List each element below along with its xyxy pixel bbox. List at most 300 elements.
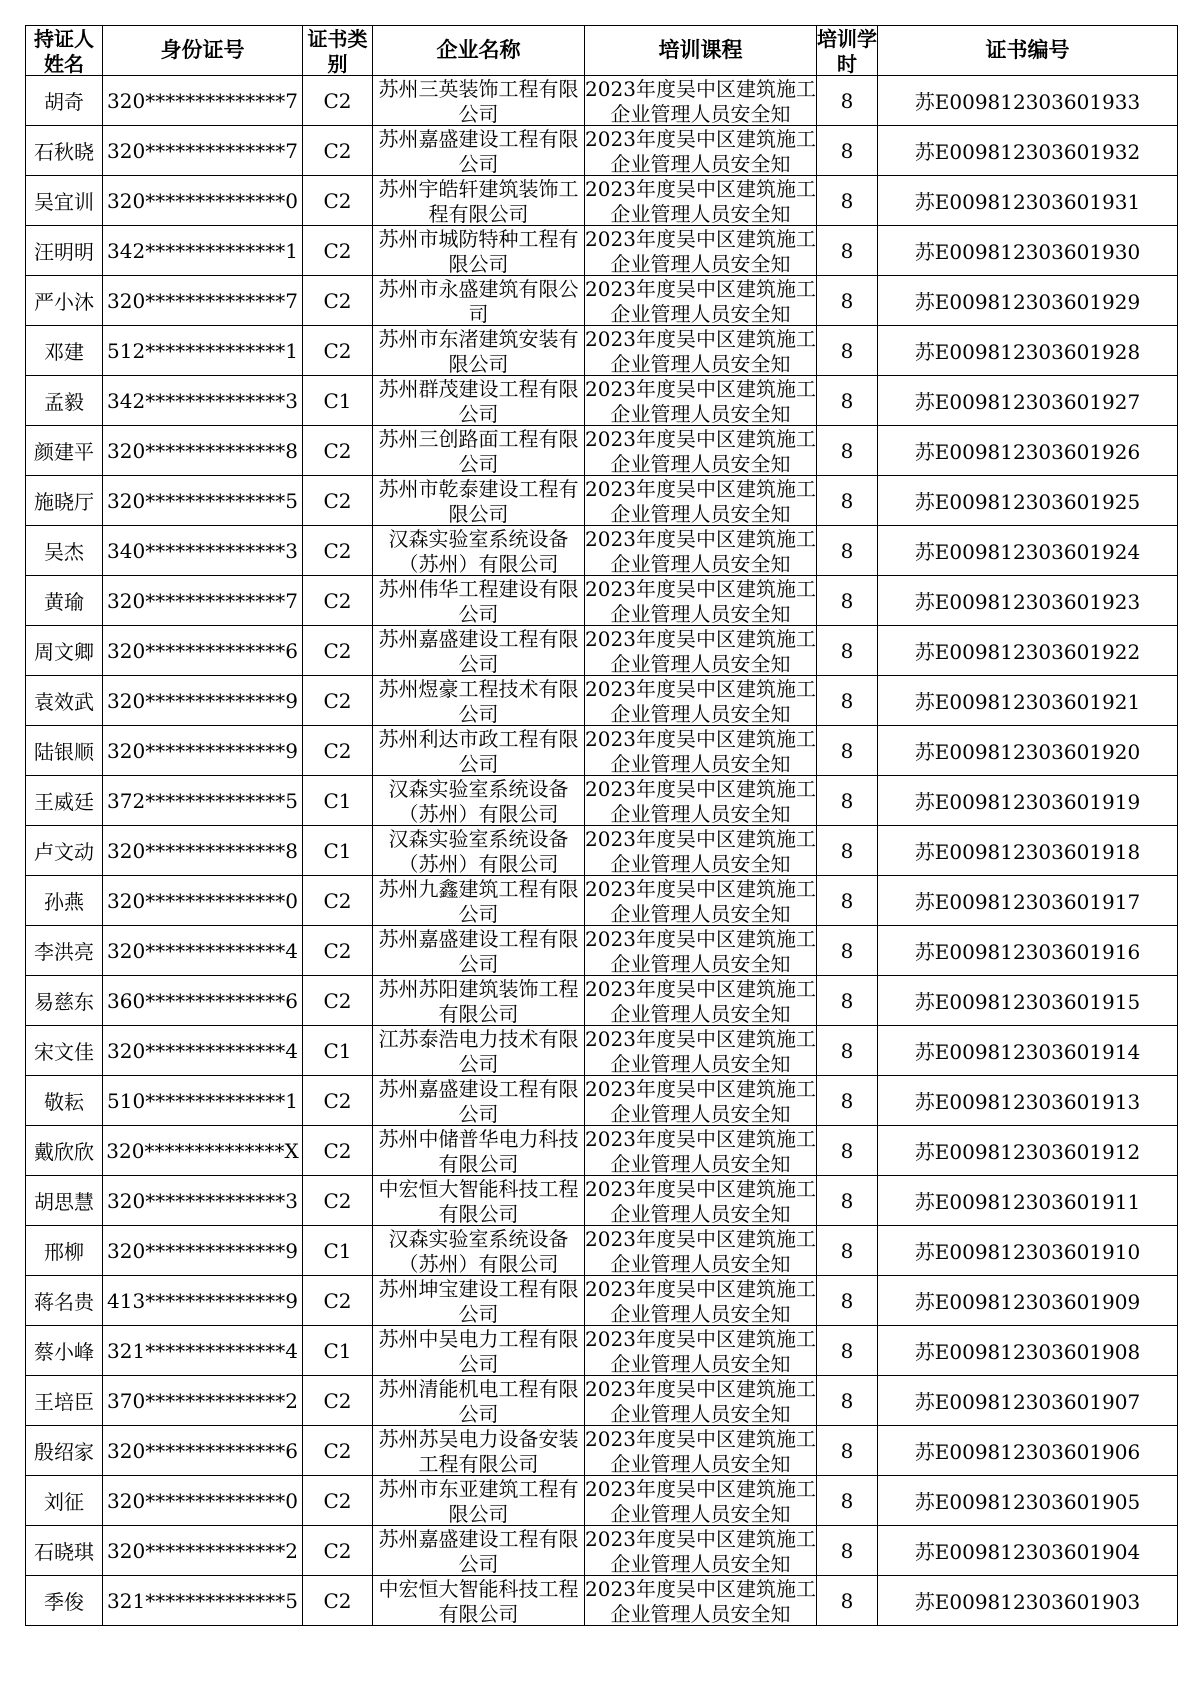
- cert-number: 苏E009812303601919: [878, 776, 1178, 826]
- company-name-text: 苏州群茂建设工程有限公司: [378, 377, 579, 424]
- company-name-text: 中宏恒大智能科技工程有限公司: [378, 1177, 579, 1224]
- table-row: [26, 1126, 1178, 1176]
- company-name-text: 汉森实验室系统设备（苏州）有限公司: [388, 527, 569, 574]
- holder-name: 吴宜训: [26, 176, 103, 226]
- id-number: 320**************X: [103, 1126, 303, 1176]
- cert-number: 苏E009812303601909: [878, 1276, 1178, 1326]
- course-name-text: 2023年度吴中区建筑施工企业管理人员安全知: [585, 927, 816, 974]
- id-number: 370**************2: [103, 1376, 303, 1426]
- course-name: [585, 876, 817, 926]
- company-name: [373, 1276, 585, 1326]
- company-name-text: 苏州苏阳建筑装饰工程有限公司: [378, 977, 579, 1024]
- company-name: [373, 976, 585, 1026]
- course-name: [585, 1426, 817, 1476]
- training-hours: 8: [817, 776, 878, 826]
- holder-name: 汪明明: [26, 226, 103, 276]
- holder-name: 胡思慧: [26, 1176, 103, 1226]
- training-hours: 8: [817, 476, 878, 526]
- training-hours: 8: [817, 76, 878, 126]
- table-row: [26, 776, 1178, 826]
- header-course: 培训课程: [585, 26, 817, 76]
- holder-name: 李洪亮: [26, 926, 103, 976]
- cert-number: 苏E009812303601914: [878, 1026, 1178, 1076]
- course-name: [585, 1576, 817, 1626]
- company-name: [373, 1326, 585, 1376]
- course-name-text: 2023年度吴中区建筑施工企业管理人员安全知: [585, 827, 816, 874]
- cert-number: 苏E009812303601933: [878, 76, 1178, 126]
- company-name-text: 苏州坤宝建设工程有限公司: [378, 1277, 579, 1324]
- course-name: [585, 726, 817, 776]
- training-hours: 8: [817, 1276, 878, 1326]
- cert-type: C2: [303, 1426, 373, 1476]
- company-name: [373, 126, 585, 176]
- cert-number: 苏E009812303601916: [878, 926, 1178, 976]
- holder-name: 邢柳: [26, 1226, 103, 1276]
- course-name-text: 2023年度吴中区建筑施工企业管理人员安全知: [585, 777, 816, 824]
- company-name-text: 苏州三创路面工程有限公司: [378, 427, 579, 474]
- cert-type: C2: [303, 1576, 373, 1626]
- company-name: [373, 1126, 585, 1176]
- table-row: [26, 1226, 1178, 1276]
- cert-number: 苏E009812303601912: [878, 1126, 1178, 1176]
- company-name: [373, 226, 585, 276]
- cert-type: C1: [303, 1226, 373, 1276]
- company-name: [373, 1476, 585, 1526]
- table-row: [26, 326, 1178, 376]
- training-hours: 8: [817, 276, 878, 326]
- course-name: [585, 1376, 817, 1426]
- company-name-text: 苏州市东渚建筑安装有限公司: [378, 327, 579, 374]
- table-row: [26, 876, 1178, 926]
- holder-name: 施晓厅: [26, 476, 103, 526]
- company-name-text: 江苏泰浩电力技术有限公司: [378, 1027, 579, 1074]
- cert-type: C2: [303, 926, 373, 976]
- cert-type: C2: [303, 576, 373, 626]
- course-name-text: 2023年度吴中区建筑施工企业管理人员安全知: [585, 1477, 816, 1524]
- header-company: 企业名称: [373, 26, 585, 76]
- id-number: 320**************7: [103, 76, 303, 126]
- company-name: [373, 1176, 585, 1226]
- table-row: [26, 1276, 1178, 1326]
- company-name-text: 苏州苏吴电力设备安装工程有限公司: [378, 1427, 579, 1474]
- course-name: [585, 626, 817, 676]
- certificate-table: [25, 25, 1178, 1626]
- training-hours: 8: [817, 1126, 878, 1176]
- holder-name: 宋文佳: [26, 1026, 103, 1076]
- table-row: [26, 1176, 1178, 1226]
- course-name: [585, 576, 817, 626]
- id-number: 340**************3: [103, 526, 303, 576]
- table-row: [26, 76, 1178, 126]
- id-number: 342**************1: [103, 226, 303, 276]
- holder-name: 陆银顺: [26, 726, 103, 776]
- cert-number: 苏E009812303601925: [878, 476, 1178, 526]
- cert-number: 苏E009812303601908: [878, 1326, 1178, 1376]
- training-hours: 8: [817, 1526, 878, 1576]
- id-number: 320**************6: [103, 1426, 303, 1476]
- table-row: [26, 1376, 1178, 1426]
- course-name-text: 2023年度吴中区建筑施工企业管理人员安全知: [585, 577, 816, 624]
- cert-number: 苏E009812303601918: [878, 826, 1178, 876]
- cert-number: 苏E009812303601930: [878, 226, 1178, 276]
- holder-name: 戴欣欣: [26, 1126, 103, 1176]
- id-number: 320**************5: [103, 476, 303, 526]
- company-name-text: 苏州煜豪工程技术有限公司: [378, 677, 579, 724]
- id-number: 320**************9: [103, 726, 303, 776]
- company-name: [373, 776, 585, 826]
- company-name: [373, 376, 585, 426]
- cert-number: 苏E009812303601917: [878, 876, 1178, 926]
- course-name: [585, 776, 817, 826]
- course-name: [585, 426, 817, 476]
- cert-type: C2: [303, 1276, 373, 1326]
- company-name: [373, 576, 585, 626]
- course-name-text: 2023年度吴中区建筑施工企业管理人员安全知: [585, 1177, 816, 1224]
- cert-number: 苏E009812303601928: [878, 326, 1178, 376]
- table-row: [26, 276, 1178, 326]
- cert-type: C2: [303, 676, 373, 726]
- holder-name: 胡奇: [26, 76, 103, 126]
- course-name-text: 2023年度吴中区建筑施工企业管理人员安全知: [585, 477, 816, 524]
- course-name: [585, 1176, 817, 1226]
- course-name-text: 2023年度吴中区建筑施工企业管理人员安全知: [585, 177, 816, 224]
- table-row: [26, 1476, 1178, 1526]
- id-number: 321**************5: [103, 1576, 303, 1626]
- holder-name: 颜建平: [26, 426, 103, 476]
- course-name-text: 2023年度吴中区建筑施工企业管理人员安全知: [585, 677, 816, 724]
- course-name-text: 2023年度吴中区建筑施工企业管理人员安全知: [585, 427, 816, 474]
- holder-name: 吴杰: [26, 526, 103, 576]
- course-name: [585, 526, 817, 576]
- cert-number: 苏E009812303601923: [878, 576, 1178, 626]
- course-name: [585, 826, 817, 876]
- company-name: [373, 626, 585, 676]
- table-row: [26, 626, 1178, 676]
- company-name-text: 苏州利达市政工程有限公司: [378, 727, 579, 774]
- training-hours: 8: [817, 1026, 878, 1076]
- table-row: [26, 976, 1178, 1026]
- cert-number: 苏E009812303601906: [878, 1426, 1178, 1476]
- holder-name: 卢文动: [26, 826, 103, 876]
- course-name-text: 2023年度吴中区建筑施工企业管理人员安全知: [585, 877, 816, 924]
- company-name-text: 汉森实验室系统设备（苏州）有限公司: [388, 827, 569, 874]
- cert-number: 苏E009812303601926: [878, 426, 1178, 476]
- id-number: 320**************7: [103, 276, 303, 326]
- course-name: [585, 1226, 817, 1276]
- training-hours: 8: [817, 1226, 878, 1276]
- id-number: 320**************0: [103, 1476, 303, 1526]
- company-name-text: 苏州嘉盛建设工程有限公司: [378, 627, 579, 674]
- table-row: [26, 726, 1178, 776]
- header-row: [26, 26, 1178, 76]
- course-name-text: 2023年度吴中区建筑施工企业管理人员安全知: [585, 1577, 816, 1624]
- cert-number: 苏E009812303601904: [878, 1526, 1178, 1576]
- holder-name: 黄瑜: [26, 576, 103, 626]
- header-hours: 培训学时: [817, 27, 877, 74]
- cert-number: 苏E009812303601922: [878, 626, 1178, 676]
- holder-name: 季俊: [26, 1576, 103, 1626]
- table-row: [26, 826, 1178, 876]
- holder-name: 易慈东: [26, 976, 103, 1026]
- table-row: [26, 1326, 1178, 1376]
- table-row: [26, 176, 1178, 226]
- cert-type: C2: [303, 176, 373, 226]
- cert-type: C2: [303, 626, 373, 676]
- company-name-text: 苏州中吴电力工程有限公司: [378, 1327, 579, 1374]
- course-name-text: 2023年度吴中区建筑施工企业管理人员安全知: [585, 1227, 816, 1274]
- cert-number: 苏E009812303601907: [878, 1376, 1178, 1426]
- company-name-text: 苏州九鑫建筑工程有限公司: [378, 877, 579, 924]
- id-number: 413**************9: [103, 1276, 303, 1326]
- course-name: [585, 1126, 817, 1176]
- company-name-text: 苏州清能机电工程有限公司: [378, 1377, 579, 1424]
- cert-number: 苏E009812303601903: [878, 1576, 1178, 1626]
- training-hours: 8: [817, 1476, 878, 1526]
- training-hours: 8: [817, 1426, 878, 1476]
- course-name: [585, 1276, 817, 1326]
- course-name-text: 2023年度吴中区建筑施工企业管理人员安全知: [585, 77, 816, 124]
- header-cert-number: 证书编号: [878, 26, 1178, 76]
- company-name-text: 中宏恒大智能科技工程有限公司: [378, 1577, 579, 1624]
- cert-number: 苏E009812303601905: [878, 1476, 1178, 1526]
- holder-name: 孟毅: [26, 376, 103, 426]
- course-name: [585, 276, 817, 326]
- id-number: 360**************6: [103, 976, 303, 1026]
- training-hours: 8: [817, 976, 878, 1026]
- company-name: [373, 926, 585, 976]
- training-hours: 8: [817, 876, 878, 926]
- company-name-text: 汉森实验室系统设备（苏州）有限公司: [388, 777, 569, 824]
- company-name: [373, 426, 585, 476]
- table-row: [26, 426, 1178, 476]
- training-hours: 8: [817, 1576, 878, 1626]
- course-name: [585, 676, 817, 726]
- company-name-text: 苏州市东亚建筑工程有限公司: [378, 1477, 579, 1524]
- id-number: 320**************7: [103, 126, 303, 176]
- company-name-text: 苏州嘉盛建设工程有限公司: [378, 127, 579, 174]
- course-name: [585, 976, 817, 1026]
- table-row: [26, 926, 1178, 976]
- id-number: 320**************4: [103, 1026, 303, 1076]
- course-name: [585, 176, 817, 226]
- training-hours: 8: [817, 226, 878, 276]
- company-name: [373, 326, 585, 376]
- company-name: [373, 1576, 585, 1626]
- company-name: [373, 76, 585, 126]
- cert-number: 苏E009812303601929: [878, 276, 1178, 326]
- id-number: 321**************4: [103, 1326, 303, 1376]
- cert-number: 苏E009812303601910: [878, 1226, 1178, 1276]
- company-name: [373, 1526, 585, 1576]
- table-row: [26, 476, 1178, 526]
- training-hours: 8: [817, 126, 878, 176]
- holder-name: 王培臣: [26, 1376, 103, 1426]
- cert-type: C2: [303, 126, 373, 176]
- cert-type: C2: [303, 426, 373, 476]
- company-name-text: 苏州市城防特种工程有限公司: [378, 227, 579, 274]
- id-number: 510**************1: [103, 1076, 303, 1126]
- cert-type: C2: [303, 1126, 373, 1176]
- id-number: 320**************8: [103, 426, 303, 476]
- table-row: [26, 676, 1178, 726]
- training-hours: 8: [817, 176, 878, 226]
- course-name-text: 2023年度吴中区建筑施工企业管理人员安全知: [585, 527, 816, 574]
- cert-type: C1: [303, 1326, 373, 1376]
- id-number: 372**************5: [103, 776, 303, 826]
- course-name-text: 2023年度吴中区建筑施工企业管理人员安全知: [585, 1077, 816, 1124]
- company-name: [373, 1426, 585, 1476]
- cert-type: C2: [303, 326, 373, 376]
- cert-type: C2: [303, 876, 373, 926]
- cert-type: C1: [303, 776, 373, 826]
- company-name: [373, 1026, 585, 1076]
- company-name: [373, 526, 585, 576]
- training-hours: 8: [817, 926, 878, 976]
- cert-type: C2: [303, 276, 373, 326]
- course-name-text: 2023年度吴中区建筑施工企业管理人员安全知: [585, 1127, 816, 1174]
- company-name-text: 苏州嘉盛建设工程有限公司: [378, 927, 579, 974]
- id-number: 320**************7: [103, 576, 303, 626]
- training-hours: 8: [817, 376, 878, 426]
- company-name: [373, 1376, 585, 1426]
- holder-name: 石秋晓: [26, 126, 103, 176]
- company-name-text: 苏州三英装饰工程有限公司: [378, 77, 579, 124]
- training-hours: 8: [817, 1076, 878, 1126]
- course-name-text: 2023年度吴中区建筑施工企业管理人员安全知: [585, 727, 816, 774]
- cert-number: 苏E009812303601932: [878, 126, 1178, 176]
- id-number: 342**************3: [103, 376, 303, 426]
- cert-type: C2: [303, 1376, 373, 1426]
- cert-type: C2: [303, 476, 373, 526]
- cert-type: C2: [303, 226, 373, 276]
- table-row: [26, 126, 1178, 176]
- training-hours: 8: [817, 576, 878, 626]
- company-name: [373, 876, 585, 926]
- cert-number: 苏E009812303601924: [878, 526, 1178, 576]
- table-row: [26, 226, 1178, 276]
- id-number: 320**************9: [103, 1226, 303, 1276]
- course-name: [585, 1076, 817, 1126]
- holder-name: 邓建: [26, 326, 103, 376]
- holder-name: 蔡小峰: [26, 1326, 103, 1376]
- training-hours: 8: [817, 676, 878, 726]
- course-name: [585, 376, 817, 426]
- company-name-text: 苏州嘉盛建设工程有限公司: [378, 1077, 579, 1124]
- cert-type: C1: [303, 826, 373, 876]
- cert-type: C2: [303, 1476, 373, 1526]
- company-name: [373, 476, 585, 526]
- course-name: [585, 76, 817, 126]
- course-name: [585, 126, 817, 176]
- company-name: [373, 1226, 585, 1276]
- cert-number: 苏E009812303601921: [878, 676, 1178, 726]
- company-name: [373, 676, 585, 726]
- id-number: 320**************8: [103, 826, 303, 876]
- table-row: [26, 1026, 1178, 1076]
- id-number: 320**************0: [103, 176, 303, 226]
- id-number: 320**************3: [103, 1176, 303, 1226]
- company-name: [373, 176, 585, 226]
- cert-number: 苏E009812303601911: [878, 1176, 1178, 1226]
- id-number: 320**************6: [103, 626, 303, 676]
- company-name-text: 汉森实验室系统设备（苏州）有限公司: [388, 1227, 569, 1274]
- cert-number: 苏E009812303601920: [878, 726, 1178, 776]
- training-hours: 8: [817, 1326, 878, 1376]
- table-row: [26, 1076, 1178, 1126]
- company-name-text: 苏州宇皓轩建筑装饰工程有限公司: [378, 177, 579, 224]
- cert-number: 苏E009812303601913: [878, 1076, 1178, 1126]
- header-id-number: 身份证号: [103, 26, 303, 76]
- id-number: 320**************0: [103, 876, 303, 926]
- course-name: [585, 1326, 817, 1376]
- course-name-text: 2023年度吴中区建筑施工企业管理人员安全知: [585, 627, 816, 674]
- table-row: [26, 576, 1178, 626]
- cert-type: C2: [303, 1076, 373, 1126]
- company-name: [373, 276, 585, 326]
- holder-name: 敬耘: [26, 1076, 103, 1126]
- course-name-text: 2023年度吴中区建筑施工企业管理人员安全知: [585, 327, 816, 374]
- training-hours: 8: [817, 726, 878, 776]
- header-holder: 持证人姓名: [26, 26, 103, 76]
- course-name: [585, 926, 817, 976]
- training-hours: 8: [817, 526, 878, 576]
- cert-type: C1: [303, 1026, 373, 1076]
- holder-name: 孙燕: [26, 876, 103, 926]
- course-name-text: 2023年度吴中区建筑施工企业管理人员安全知: [585, 1277, 816, 1324]
- id-number: 512**************1: [103, 326, 303, 376]
- table-row: [26, 1576, 1178, 1626]
- company-name-text: 苏州伟华工程建设有限公司: [378, 577, 579, 624]
- course-name-text: 2023年度吴中区建筑施工企业管理人员安全知: [585, 1027, 816, 1074]
- holder-name: 石晓琪: [26, 1526, 103, 1576]
- holder-name: 袁效武: [26, 676, 103, 726]
- training-hours: 8: [817, 326, 878, 376]
- holder-name: 刘征: [26, 1476, 103, 1526]
- company-name-text: 苏州市乾泰建设工程有限公司: [378, 477, 579, 524]
- company-name: [373, 1076, 585, 1126]
- company-name: [373, 826, 585, 876]
- cert-type: C1: [303, 376, 373, 426]
- training-hours: 8: [817, 1376, 878, 1426]
- cert-type: C2: [303, 1526, 373, 1576]
- course-name-text: 2023年度吴中区建筑施工企业管理人员安全知: [585, 977, 816, 1024]
- holder-name: 殷绍家: [26, 1426, 103, 1476]
- table-row: [26, 376, 1178, 426]
- cert-number: 苏E009812303601927: [878, 376, 1178, 426]
- cert-number: 苏E009812303601915: [878, 976, 1178, 1026]
- id-number: 320**************9: [103, 676, 303, 726]
- course-name: [585, 226, 817, 276]
- training-hours: 8: [817, 626, 878, 676]
- course-name-text: 2023年度吴中区建筑施工企业管理人员安全知: [585, 377, 816, 424]
- table-row: [26, 1426, 1178, 1476]
- course-name-text: 2023年度吴中区建筑施工企业管理人员安全知: [585, 227, 816, 274]
- cert-number: 苏E009812303601931: [878, 176, 1178, 226]
- course-name-text: 2023年度吴中区建筑施工企业管理人员安全知: [585, 1527, 816, 1574]
- company-name-text: 苏州嘉盛建设工程有限公司: [378, 1527, 579, 1574]
- course-name-text: 2023年度吴中区建筑施工企业管理人员安全知: [585, 1427, 816, 1474]
- id-number: 320**************2: [103, 1526, 303, 1576]
- training-hours: 8: [817, 1176, 878, 1226]
- course-name-text: 2023年度吴中区建筑施工企业管理人员安全知: [585, 1377, 816, 1424]
- id-number: 320**************4: [103, 926, 303, 976]
- holder-name: 蒋名贵: [26, 1276, 103, 1326]
- table-row: [26, 1526, 1178, 1576]
- cert-type: C2: [303, 76, 373, 126]
- holder-name: 周文卿: [26, 626, 103, 676]
- cert-type: C2: [303, 976, 373, 1026]
- company-name-text: 苏州中储普华电力科技有限公司: [378, 1127, 579, 1174]
